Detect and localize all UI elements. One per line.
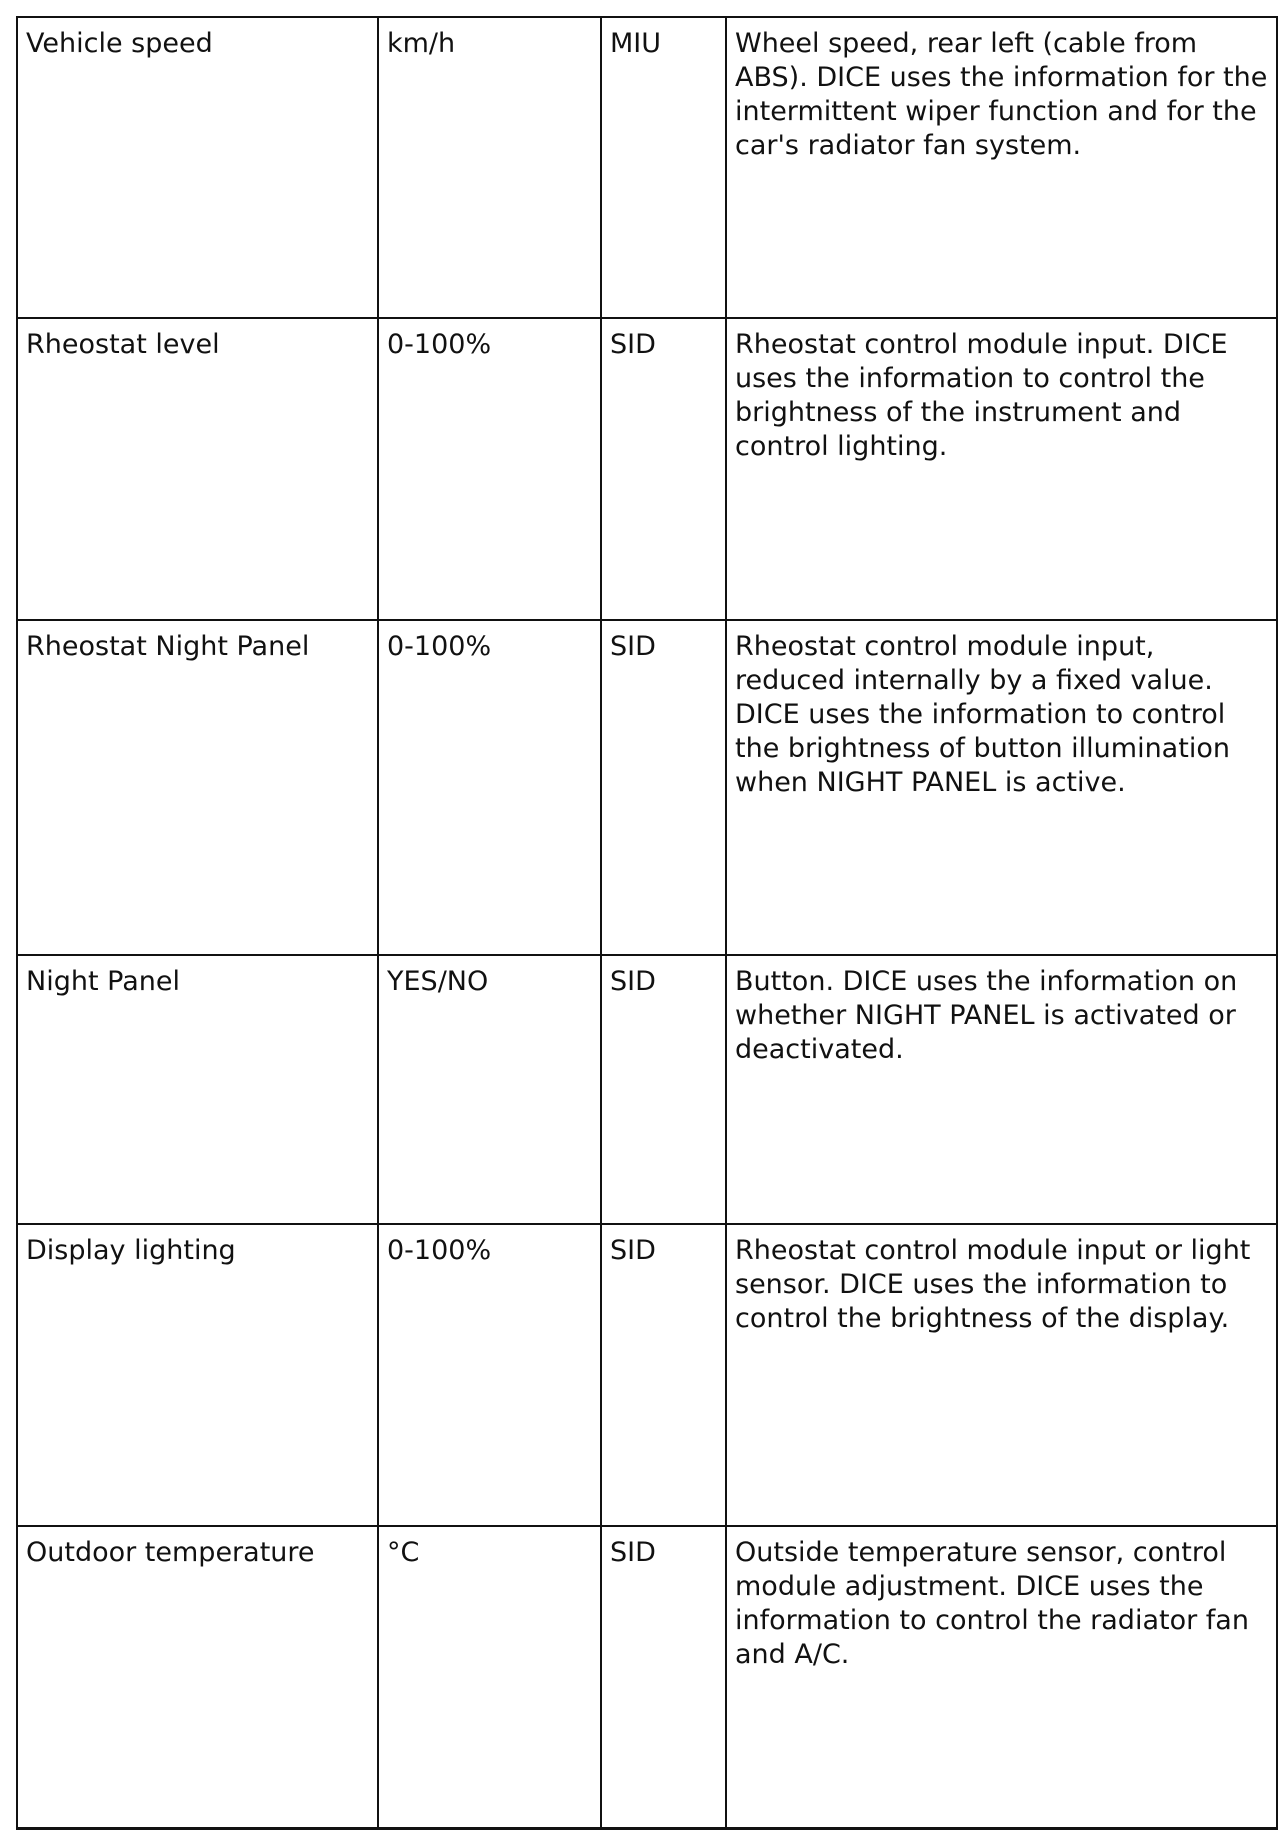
source-cell: SID (601, 318, 726, 620)
description-cell: Rheostat control module input. DICE uses the information to control the brightness of the instrument and control lighting. (726, 318, 1277, 620)
signal-name-cell: Vehicle speed (17, 17, 378, 318)
table-row (17, 1224, 1277, 1526)
signal-name-cell: Night Panel (17, 955, 378, 1224)
unit-cell: YES/NO (378, 955, 601, 1224)
description-cell: Rheostat control module input, reduced internally by a fixed value. DICE uses the information to control the brightness of button illumination when NIGHT PANEL is active. (726, 620, 1277, 955)
table-row (17, 620, 1277, 955)
signal-name-cell: Outdoor temperature (17, 1526, 378, 1828)
table-row (17, 318, 1277, 620)
source-cell: MIU (601, 17, 726, 318)
table-row (17, 1526, 1277, 1828)
signal-name-cell: Display lighting (17, 1224, 378, 1526)
source-cell: SID (601, 1526, 726, 1828)
source-cell: SID (601, 955, 726, 1224)
description-cell: Wheel speed, rear left (cable from ABS). DICE uses the information for the intermittent wiper function and for the car's radiator fan system. (726, 17, 1277, 318)
description-cell: Button. DICE uses the information on whether NIGHT PANEL is activated or deactivated. (726, 955, 1277, 1224)
source-cell: SID (601, 620, 726, 955)
unit-cell: 0-100% (378, 1224, 601, 1526)
description-cell: Outside temperature sensor, control module adjustment. DICE uses the information to control the radiator fan and A/C. (726, 1526, 1277, 1828)
signal-table (16, 16, 1278, 1830)
source-cell: SID (601, 1224, 726, 1526)
unit-cell: km/h (378, 17, 601, 318)
unit-cell: 0-100% (378, 620, 601, 955)
table-row (17, 955, 1277, 1224)
description-cell: Rheostat control module input or light sensor. DICE uses the information to control the brightness of the display. (726, 1224, 1277, 1526)
signal-name-cell: Rheostat level (17, 318, 378, 620)
table-row (17, 17, 1277, 318)
unit-cell: 0-100% (378, 318, 601, 620)
signal-name-cell: Rheostat Night Panel (17, 620, 378, 955)
unit-cell: °C (378, 1526, 601, 1828)
